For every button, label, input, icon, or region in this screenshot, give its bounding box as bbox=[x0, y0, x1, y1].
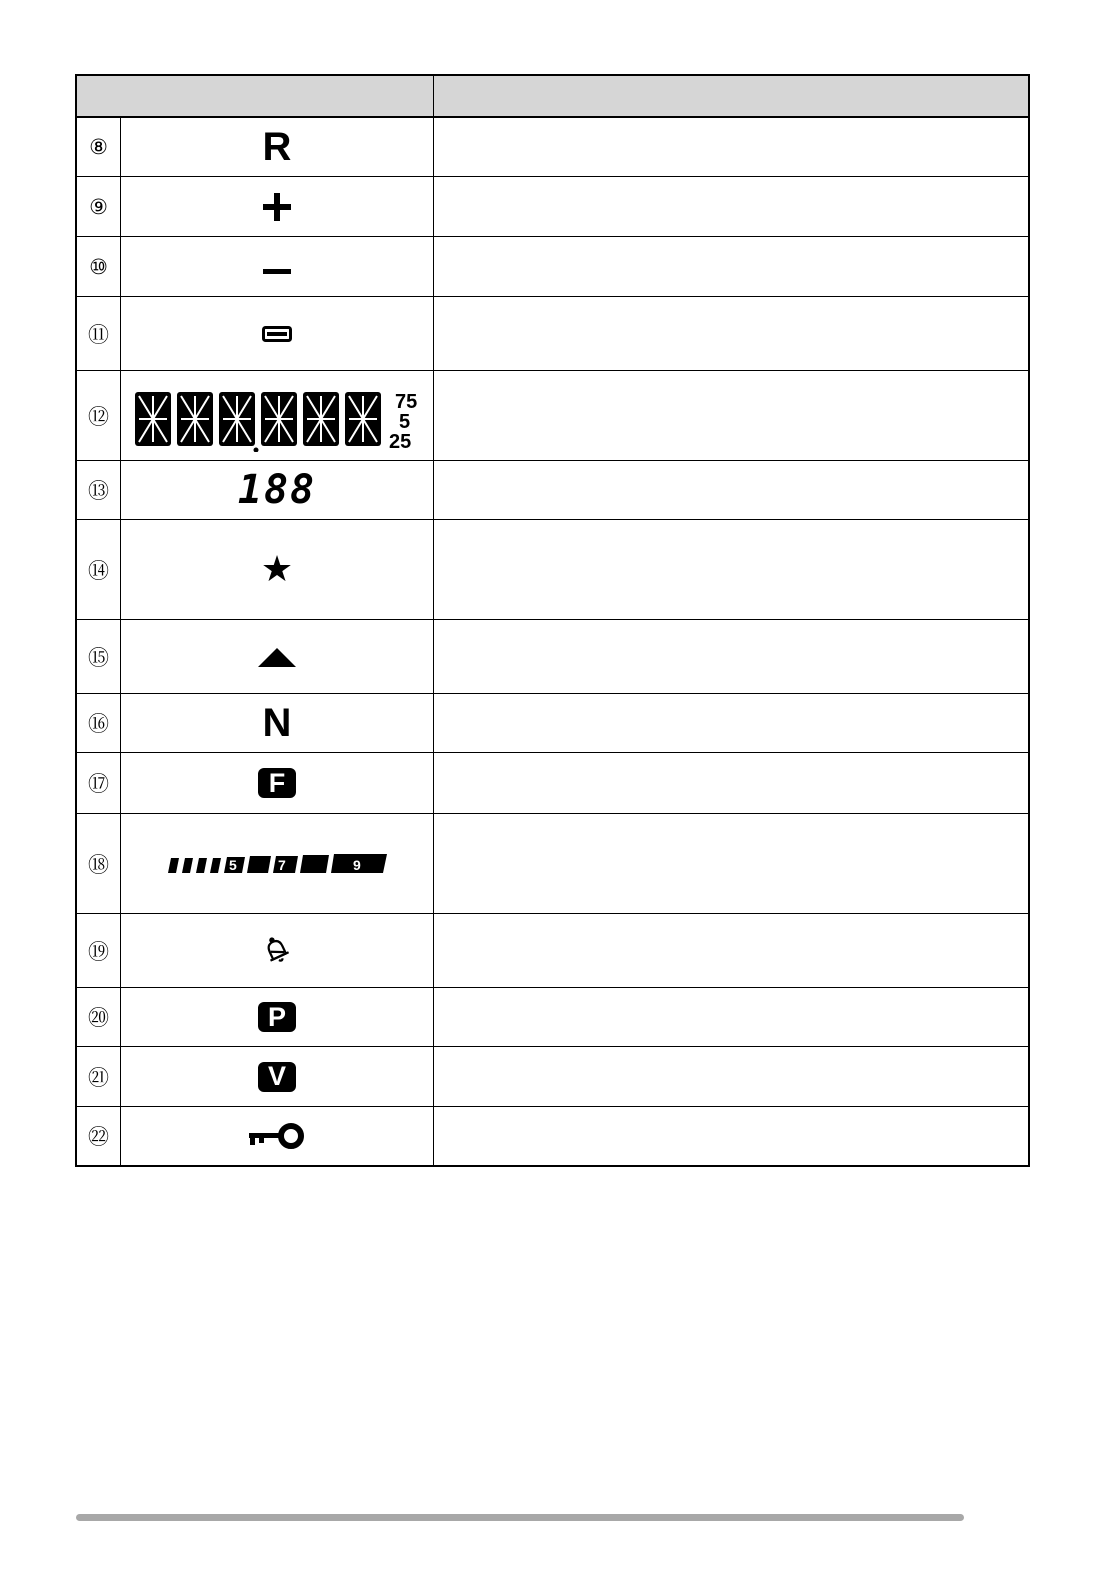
channel-number-icon: 188 bbox=[237, 467, 317, 513]
row-description bbox=[434, 1047, 1028, 1106]
row-number: ⑩ bbox=[77, 237, 121, 296]
table-row bbox=[77, 237, 1028, 297]
sub-digit-75: 75 bbox=[395, 390, 418, 413]
indicator-table bbox=[75, 74, 1030, 1167]
meter-label-7: 7 bbox=[278, 856, 286, 873]
r-indicator-icon: R bbox=[262, 125, 292, 169]
footer-rule bbox=[76, 1514, 964, 1521]
table-row bbox=[77, 177, 1028, 237]
row-description bbox=[434, 177, 1028, 236]
row-number: ⑱ bbox=[77, 814, 121, 913]
row-number: ㉑ bbox=[77, 1047, 121, 1106]
row-number: ⑭ bbox=[77, 520, 121, 619]
row-description bbox=[434, 620, 1028, 693]
row-description bbox=[434, 814, 1028, 913]
triangle-up-icon bbox=[257, 646, 297, 668]
row-description bbox=[434, 753, 1028, 813]
row-number: ⑧ bbox=[77, 118, 121, 176]
meter-label-9: 9 bbox=[353, 856, 361, 873]
row-description bbox=[434, 371, 1028, 460]
sub-digit-25: 25 bbox=[389, 430, 412, 452]
row-description bbox=[434, 520, 1028, 619]
v-indicator-icon: V bbox=[258, 1062, 296, 1092]
table-row bbox=[77, 1107, 1028, 1165]
n-indicator-icon: N bbox=[262, 701, 292, 745]
table-header bbox=[77, 76, 1028, 118]
row-number: ⑲ bbox=[77, 914, 121, 987]
f-key-icon: F bbox=[258, 768, 296, 798]
row-number: ⑬ bbox=[77, 461, 121, 519]
table-row bbox=[77, 694, 1028, 753]
battery-icon bbox=[262, 324, 292, 344]
header-indicator-column bbox=[77, 76, 434, 116]
meter-label-5: 5 bbox=[229, 856, 237, 873]
frequency-display-icon bbox=[131, 380, 423, 452]
table-row bbox=[77, 753, 1028, 814]
row-description bbox=[434, 694, 1028, 752]
table-row bbox=[77, 914, 1028, 988]
row-number: ⑳ bbox=[77, 988, 121, 1046]
row-number: ⑨ bbox=[77, 177, 121, 236]
row-number: ⑪ bbox=[77, 297, 121, 370]
bell-icon bbox=[261, 935, 293, 967]
table-row bbox=[77, 371, 1028, 461]
row-description bbox=[434, 237, 1028, 296]
table-row bbox=[77, 297, 1028, 371]
sub-digit-5: 5 bbox=[399, 410, 411, 433]
p-indicator-icon: P bbox=[258, 1002, 296, 1032]
row-description bbox=[434, 461, 1028, 519]
plus-offset-icon bbox=[262, 192, 292, 222]
key-lock-icon bbox=[248, 1121, 306, 1151]
table-row bbox=[77, 814, 1028, 914]
table-row bbox=[77, 1047, 1028, 1107]
table-row bbox=[77, 118, 1028, 177]
row-number: ⑫ bbox=[77, 371, 121, 460]
row-description bbox=[434, 988, 1028, 1046]
minus-offset-icon bbox=[262, 252, 292, 282]
row-number: ⑯ bbox=[77, 694, 121, 752]
table-row bbox=[77, 520, 1028, 620]
row-number: ⑮ bbox=[77, 620, 121, 693]
row-description bbox=[434, 914, 1028, 987]
table-row bbox=[77, 620, 1028, 694]
star-icon: ★ bbox=[260, 548, 294, 590]
header-description-column bbox=[434, 76, 1028, 116]
row-description bbox=[434, 297, 1028, 370]
row-description bbox=[434, 118, 1028, 176]
row-number: ⑰ bbox=[77, 753, 121, 813]
table-row bbox=[77, 988, 1028, 1047]
row-number: ㉒ bbox=[77, 1107, 121, 1165]
table-row bbox=[77, 461, 1028, 520]
row-description bbox=[434, 1107, 1028, 1165]
s-meter-icon bbox=[165, 853, 389, 875]
